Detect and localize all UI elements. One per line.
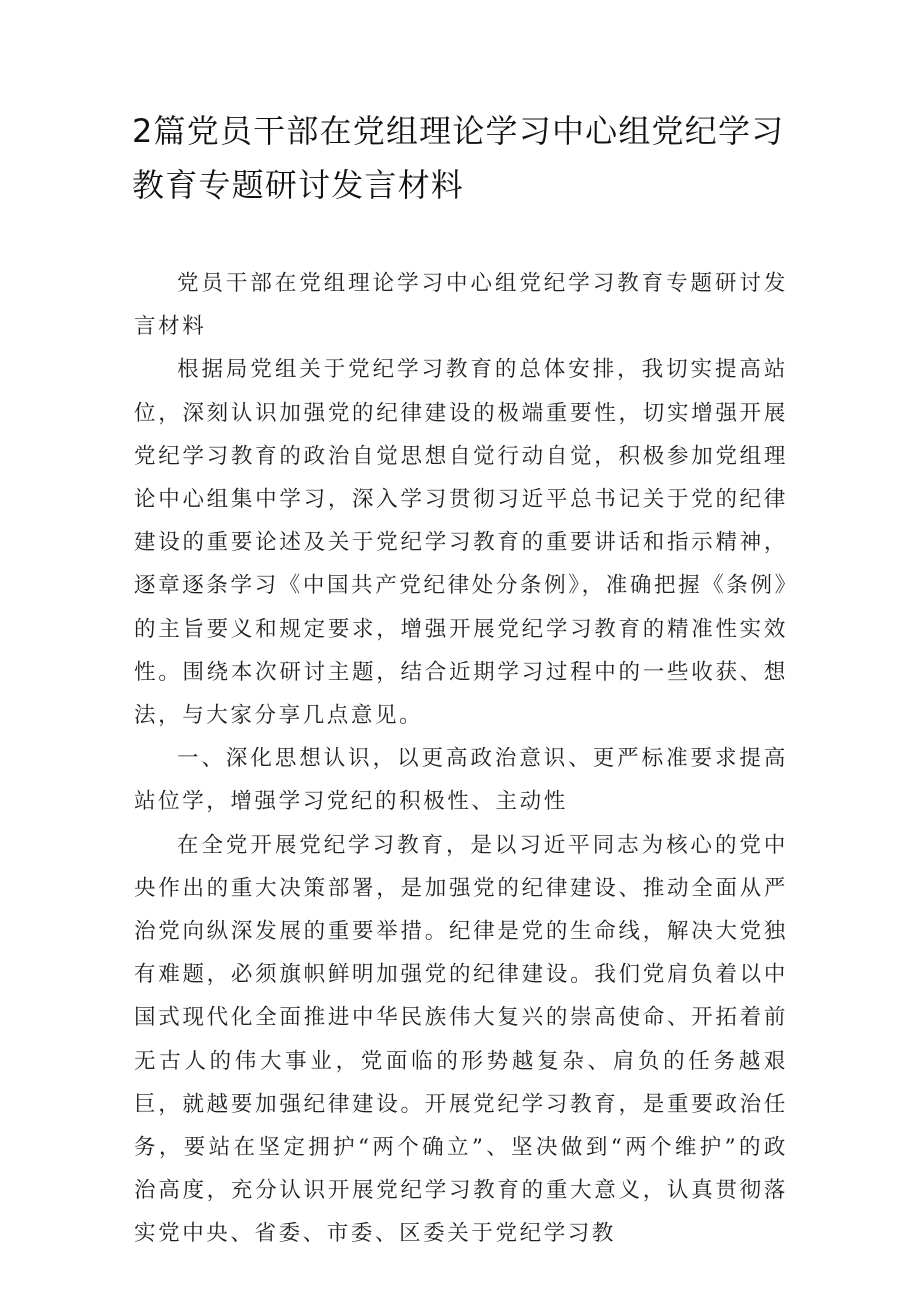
intro-paragraph: 根据局党组关于党纪学习教育的总体安排，我切实提高站位，深刻认识加强党的纪律建设的极端重要性，切实增强开展党纪学习教育的政治自觉思想自觉行动自觉，积极参加党组理论中心组集中学习，深入学习贯彻习近平总书记关于党的纪律建设的重要论述及关于党纪学习教育的重要讲话和指示精神，逐章逐条学习《中国共产党纪律处分条例》，准确把握《条例》的主旨要义和规定要求，增强开展党纪学习教育的精准性实效性。围绕本次研讨主题，结合近期学习过程中的一些收获、想法，与大家分享几点意见。 bbox=[134, 357, 788, 729]
document-title: 2篇党员干部在党组理论学习中心组党纪学习教育专题研讨发言材料 bbox=[132, 112, 785, 204]
document-body bbox=[134, 262, 788, 1256]
section-1-paragraph: 在全党开展党纪学习教育，是以习近平同志为核心的党中央作出的重大决策部署，是加强党的纪律建设、推动全面从严治党向纵深发展的重要举措。纪律是党的生命线，解决大党独有难题，必须旗帜鲜明加强党的纪律建设。我们党肩负着以中国式现代化全面推进中华民族伟大复兴的崇高使命、开拓着前无古人的伟大事业，党面临的形势越复杂、肩负的任务越艰巨，就越要加强纪律建设。开展党纪学习教育，是重要政治任务，要站在坚定拥护“两个确立”、坚决做到“两个维护”的政治高度，充分认识开展党纪学习教育的重大意义，认真贯彻落实党中央、省委、市委、区委关于党纪学习教 bbox=[134, 832, 788, 1247]
document-subtitle: 党员干部在党组理论学习中心组党纪学习教育专题研讨发言材料 bbox=[134, 271, 788, 340]
section-heading-1: 一、深化思想认识，以更高政治意识、更严标准要求提高站位学，增强学习党纪的积极性、主动性 bbox=[134, 746, 788, 815]
